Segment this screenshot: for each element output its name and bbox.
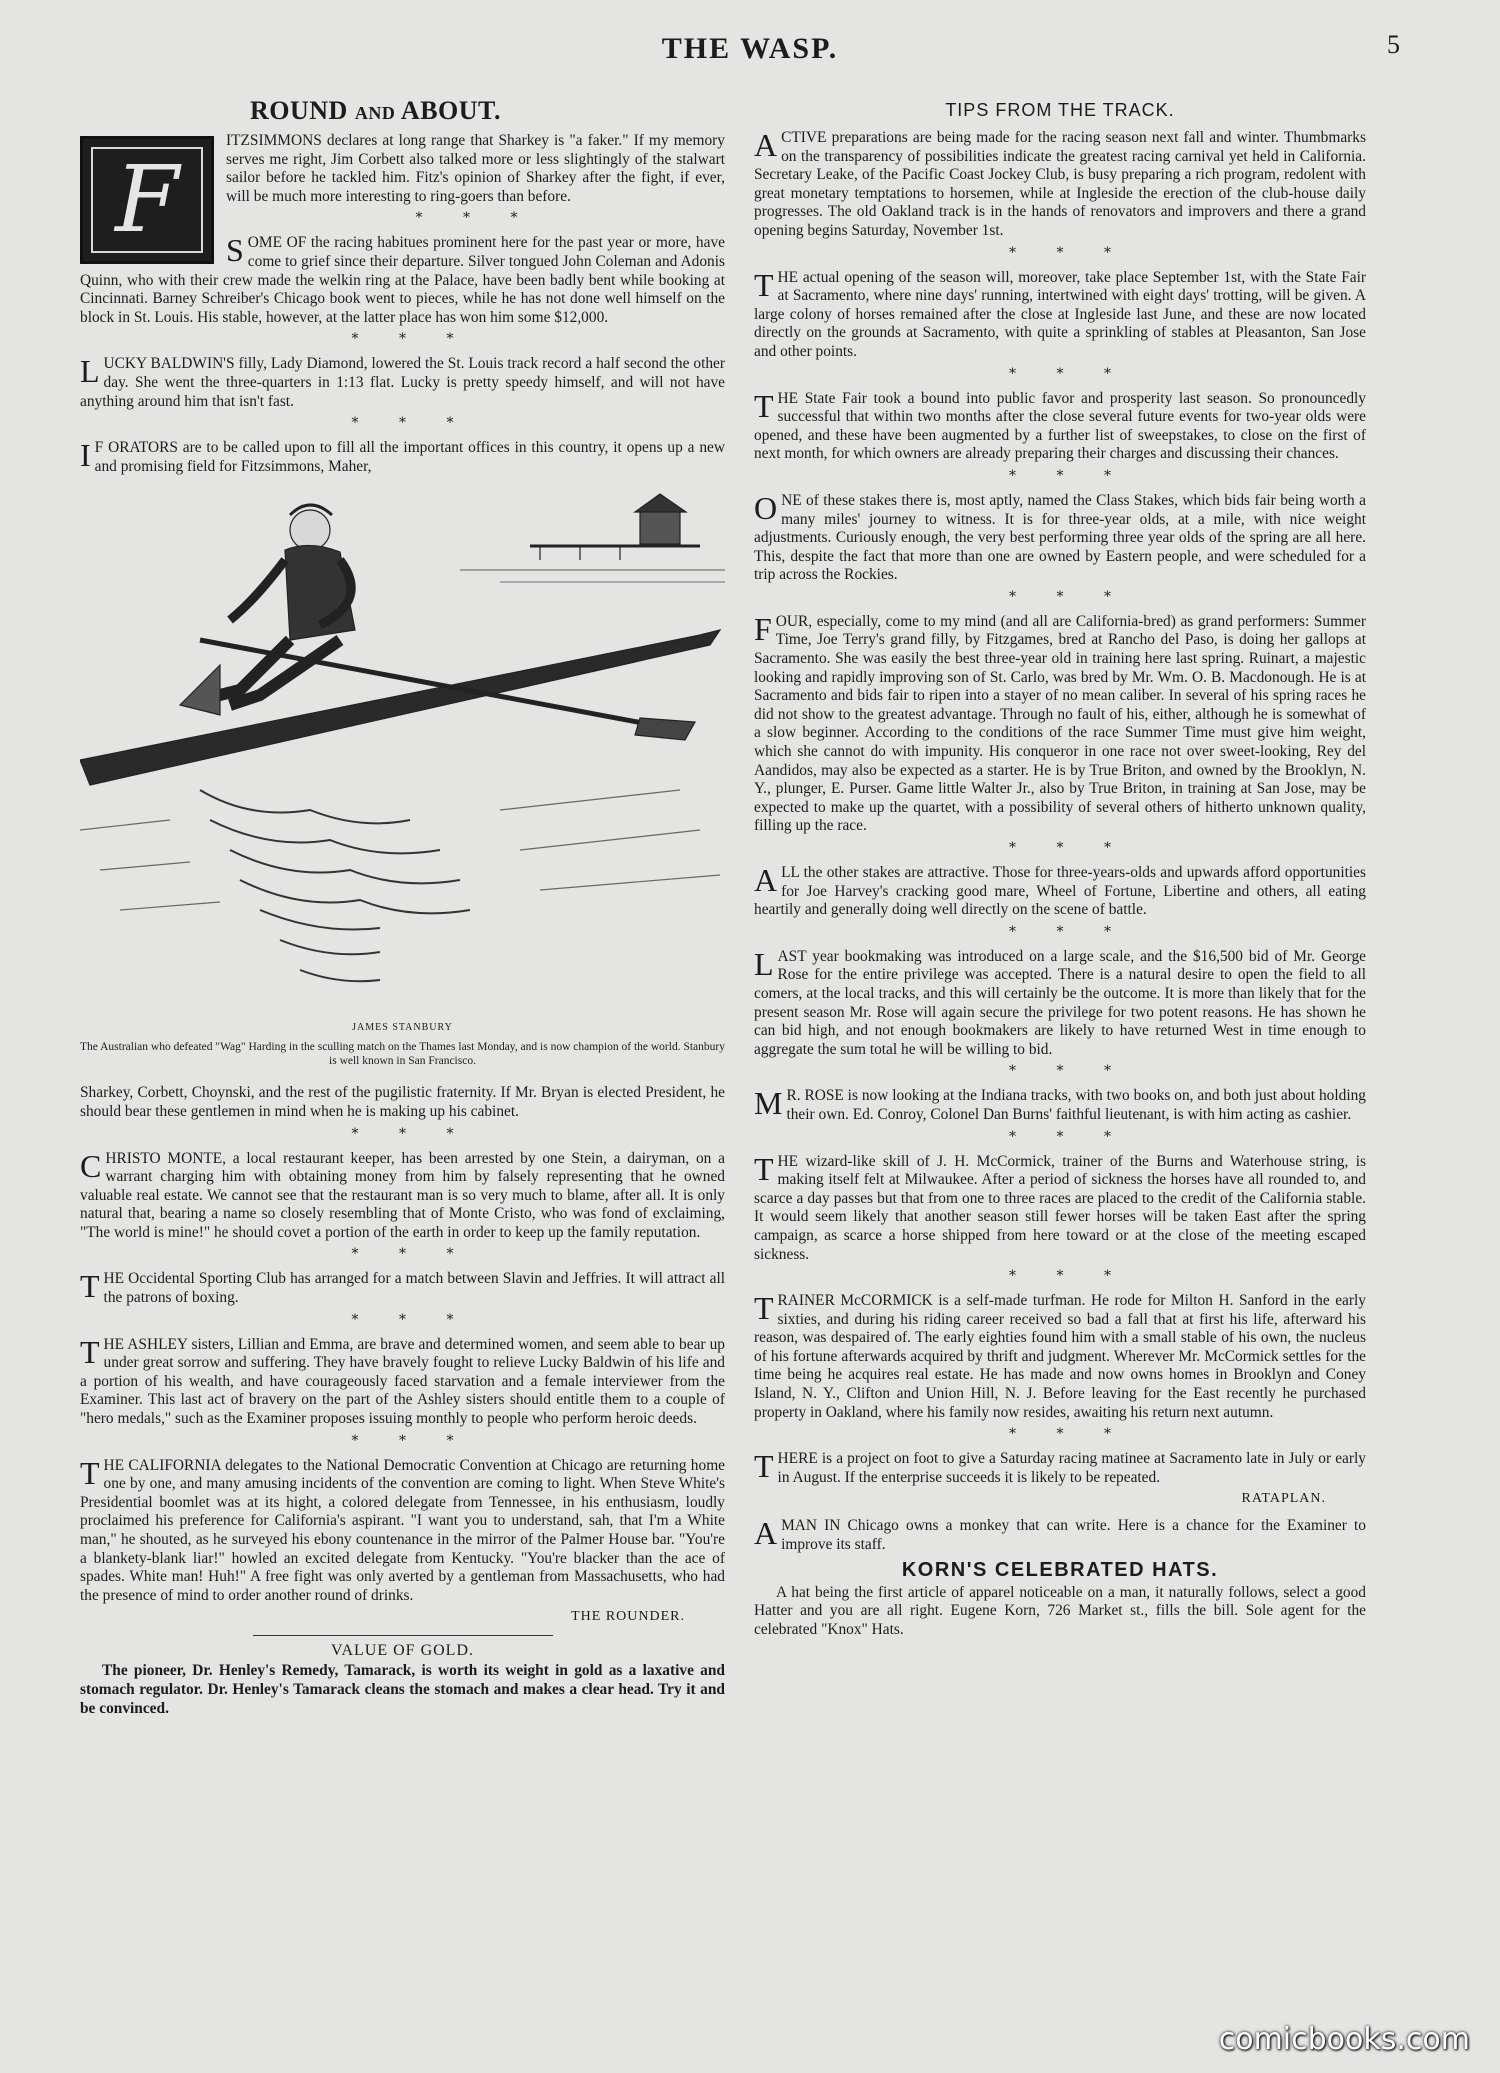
sculler-illustration [80,490,725,1010]
separator-stars: * * * [1009,365,1129,382]
signature-rataplan: RATAPLAN. [1241,1491,1326,1507]
tip-racing-matinee: THERE is a project on foot to give a Saturday racing matinee at Sacramento late in July or early in August. If the enterprise succeeds it is likely to be repeated. [754,1448,1366,1486]
article-pugilists: Sharkey, Corbett, Choynski, and the rest of the pugilistic fraternity. If Mr. Bryan is elected President, he should bear these gentlemen in mind when he is making up his cabinet. [80,1084,725,1120]
section-title-tips-from-track: TIPS FROM THE TRACK. [945,100,1175,120]
article-orators: I F ORATORS are to be called upon to fill all the important offices in this country, it opens up a new and promising field for Fitzsimmons, Maher, [80,437,725,475]
ad-text-korns-hats: A hat being the first article of apparel noticeable on a man, it naturally follows, select a good Hatter and you are all right. Eugene Korn, 726 Market st., fills the bill. Sole agent for the celebrated "Knox" Hats. [754,1583,1366,1638]
ad-title-value-of-gold: VALUE OF GOLD. [330,1642,475,1660]
article-california-delegates: THE CALIFORNIA delegates to the National Democratic Convention at Chicago are returning home one by one, and many amusing incidents of the convention are coming to light. When Steve White's Presidential boomlet was at its hight, a colored delegate from Tennessee, in his enthusiasm, loudly proclaimed his preference for California's aspirant. "I want you to understand, sah, that I'm a White man," he shouted, as he surveyed his ebony countenance in the mirror of the Palmer House bar. "You're a blankety-blank liar!" howled an excited delegate from Kentucky. "You're blacker than the ace of spades. White man! Huh!" A free fight was only averted by a gentleman from Massachusetts, who had the presence of mind to order another round of drinks. [80,1454,725,1604]
tip-bookmaking: LAST year bookmaking was introduced on a large scale, and the $16,500 bid of Mr. George Rose for the entire privilege was accepted. There is a natural desire to open the field to all comers, at the local tracks, and this will certainly be the outcome. It is more than likely that for the present season Mr. Rose will again secure the privilege for two potent reasons. He has shown he can bid high, and not enough bookmakers are likely to have returned West in time enough to aggregate the sum total he will be willing to bid. [754,945,1366,1058]
tip-state-fair: THE State Fair took a bound into public favor and prosperity last season. So pronouncedly successful that within two months after the close several future events for two-year olds were opened, and these have been augmented by a further list of sweepstakes, to close on the first of next month, for which owners are already preparing their charges and discussing their chances. [754,387,1366,463]
tip-mccormick-skill: THE wizard-like skill of J. H. McCormick, trainer of the Burns and Waterhouse string, is making itself felt at Milwaukee. After a period of sickness the horses have all rounded to, and scarce a day passes but that from one to three races are placed to the credit of the California stable. It would seem likely that another season still fewer horses will be taken East after the spring campaign, as scarce a horse shipped from here toward or at the close of the meeting escaped sickness. [754,1150,1366,1263]
article-ashley-sisters: THE ASHLEY sisters, Lillian and Emma, are brave and determined women, and seem able to bear up under great sorrow and suffering. They have bravely fought to relieve Lucky Baldwin of his life and a portion of his wealth, and have courageously faced starvation and a female interviewer from the Examiner. This last act of bravery on the part of the Ashley sisters should entitle them to a couple of "hero medals," such as the Examiner proposes issuing monthly to people who perform heroic deeds. [80,1333,725,1428]
separator-stars: * * * [1009,244,1129,261]
ad-text-tamarack: The pioneer, Dr. Henley's Remedy, Tamarack, is worth its weight in gold as a laxative and stomach regulator. Dr. Henley's Tamarack cleans the stomach and makes a clear head. Try it and be convinced. [80,1662,725,1717]
illustration-caption-name: JAMES STANBURY [352,1022,453,1034]
watermark: comicbooks.com [1218,2022,1470,2057]
tip-four-performers: FOUR, especially, come to my mind (and all are California-bred) as grand performers: Summer Time, Joe Terry's grand filly, by Fitzgames, bred at Rancho del Paso, is doing her gallops at Sacramento. She was easily the best three-year old in training here last spring. Ruinart, a majestic looking and rapidly improving son of St. Carlo, was bred by Mr. Wm. O. B. Macdonough. He is at Sacramento and bids fair to ripen into a stayer of no mean caliber. In several of his spring races he did not show to the greatest advantage. Through no fault of his, either, although he is somewhat of a slow beginner. According to the conditions of the race Summer Time must give him weight, which she cannot do with impunity. His conqueror in one race not over sweet-looking, Rey del Aandidos, may also be expected as a starter. He is by True Briton, and owned by the Brooklyn, N. Y., plunger, E. Purser. Game little Walter Jr., also by True Briton, in training at San Jose, may be expected to make up the quartet, with a possibility of several others of hitherto unknown quality, filling up the race. [754,610,1366,835]
article-occidental-club: THE Occidental Sporting Club has arranged for a match between Slavin and Jeffries. It will attract all the patrons of boxing. [80,1268,725,1307]
tip-class-stakes: ONE of these stakes there is, most aptly, named the Class Stakes, which bids fair being worth a many miles' journey to witness. It is for three-year olds, at a mile, with nice weight adjustments. Curiously enough, the very best performing three year olds of the spring are all here. This, despite the fact that more than one are owned by Eastern people, and were scheduled for a trip across the Rockies. [754,489,1366,584]
separator-stars: * * * [351,331,472,348]
separator-stars: * * * [1009,467,1129,484]
separator-stars: * * * [1009,588,1129,605]
tip-other-stakes: ALL the other stakes are attractive. Those for three-years-olds and upwards afford opportunities for Joe Harvey's cracking good mare, Wheel of Fortune, Libertine and others, all eating heartily and generally doing well directly on the scene of battle. [754,862,1366,919]
left-column [80,96,725,1718]
separator-stars: * * * [351,415,472,432]
illustration-caption: The Australian who defeated "Wag" Harding in the sculling match on the Thames last Monday, and is now champion of the world. Stanbury is well known in San Francisco. [80,1041,725,1067]
section-title-round-about: ROUND AND ABOUT. [250,96,501,125]
separator-stars: * * * [351,1432,472,1449]
separator-stars: * * * [1009,1426,1129,1443]
separator-stars: * * * [1009,840,1129,856]
divider-rule [253,1635,553,1636]
separator-stars: * * * [1009,923,1129,940]
masthead-title: THE WASP. [661,32,839,65]
separator-stars: * * * [351,1311,472,1328]
ornamental-initial-f: F [80,136,214,264]
tip-mr-rose: M R. ROSE is now looking at the Indiana tracks, with two books on, and both just about holding their own. Ed. Conroy, Colonel Dan Burns' faithful lieutenant, is with him acting as cashier. [754,1085,1366,1123]
article-christo-monte: CHRISTO MONTE, a local restaurant keeper, has been arrested by one Stein, a dairyman, on a warrant charging him with obtaining money from him by falsely representing that he owned valuable real estate. We cannot see that the restaurant man is so very much to blame, after all. It is only natural that, bearing a name so closely resembling that of Monte Cristo, who was fond of exclaiming, "The world is mine!" he should covet a portion of the earth in order to keep up the family reputation. [80,1147,725,1241]
separator-stars: * * * [351,1246,472,1263]
article-monkey: AMAN IN Chicago owns a monkey that can write. Here is a chance for the Examiner to improve its staff. [754,1515,1366,1554]
separator-stars: * * * [1009,1128,1129,1145]
tip-trainer-mccormick: TRAINER McCORMICK is a self-made turfman. He rode for Milton H. Sanford in the early sixties, and during his riding career received so bad a fall that at first his life, afterward his reason, was despaired of. The early eighties found him with a small stable of his own, the nucleus of his fortune afterwards acquired by thrift and judgment. Wherever Mr. McCormick settles for the time being he acquires real estate. He has made and now owns homes in Brooklyn and Coney Island, N. Y., Clifton and Union Hill, N. J. Before leaving for the East recently he purchased property in Oakland, where his family now resides, awaiting his return next autumn. [754,1290,1366,1421]
ad-title-korns-hats: KORN'S CELEBRATED HATS. [901,1558,1219,1581]
tip-opening-season: THE actual opening of the season will, moreover, take place September 1st, with the State Fair at Sacramento, where nine days' running, intertwined with eight days' trotting, will be given. A large colony of horses remained after the close at Ingleside last June, and these are now located directly on the grounds at Sacramento, with quite a sprinkling of stables at Pleasanton, San Jose and other points. [754,266,1366,360]
article-fitzsimmons: F ITZSIMMONS declares at long range that Sharkey is "a faker." If my memory serves me right, Jim Corbett also talked more or less slightingly of the stalwart sailor before he tackled him. Fitz's opinion of Sharkey after the fight, if ever, will be much more interesting to ring-goers than before. * * * SOME OF the racing habitues prominent here for the past year or more, have come to grief since their departure. Silver tongued John Coleman and Adonis Quinn, who with their crew made the welkin ring at the Palace, have been badly bent while booking at Cincinnati. Barney Schreiber's Chicago book went to pieces, while he has not done well himself on the block in St. Louis. His stable, however, at the latter place has won him some $12,000. [80,132,725,326]
tip-active-preparations: ACTIVE preparations are being made for the racing season next fall and winter. Thumbmarks on the transparency of possibilities indicate the greatest racing carnival yet held in California. Secretary Leake, of the Pacific Coast Jockey Club, is busy preparing a rich program, redolent with great monetary temptations to horsemen, while at Ingleside the erection of the club-house daily progresses. The old Oakland track is in the hands of renovators and improvers and there a grand opening begins Saturday, November 1st. [754,127,1366,239]
signature-the-rounder: THE ROUNDER. [571,1609,685,1625]
separator-stars: * * * [351,1125,472,1142]
separator-stars: * * * [1009,1268,1129,1285]
separator-stars: * * * [1009,1063,1129,1080]
page-number: 5 [1387,30,1400,59]
article-lucky-baldwin: LUCKY BALDWIN'S filly, Lady Diamond, lowered the St. Louis track record a half second the other day. She went the three-quarters in 1:13 flat. Lucky is pretty speedy himself, and will not have anything around him that isn't fast. [80,353,725,410]
right-column [754,96,1366,1639]
